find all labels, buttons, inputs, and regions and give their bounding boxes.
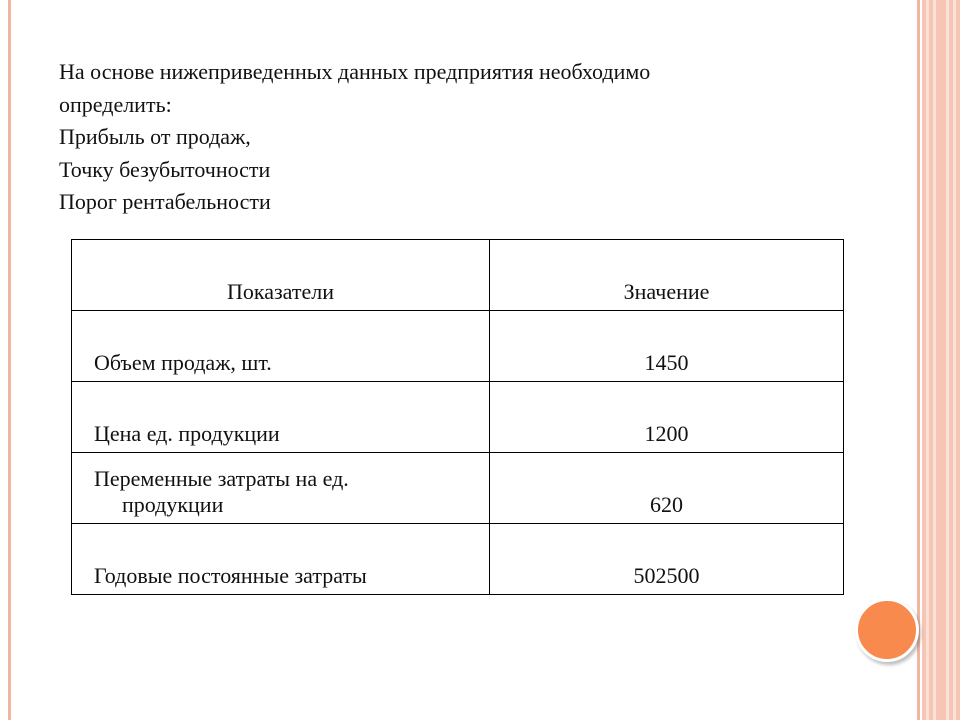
row-label-variable-costs-line2: продукции bbox=[122, 492, 224, 517]
column-header-value: Значение bbox=[490, 240, 844, 311]
row-label-sales-volume: Объем продаж, шт. bbox=[72, 311, 490, 382]
row-label-variable-costs bbox=[72, 453, 490, 524]
row-label-variable-costs-line1: Переменные затраты на ед. bbox=[94, 466, 349, 491]
side-stripe bbox=[946, 0, 949, 720]
intro-line: определить: bbox=[59, 91, 172, 117]
side-stripe bbox=[933, 0, 936, 720]
table-row bbox=[72, 453, 844, 524]
row-value-variable-costs: 620 bbox=[490, 453, 844, 524]
table-row bbox=[72, 382, 844, 453]
decorative-orange-circle bbox=[855, 598, 919, 662]
side-stripe bbox=[953, 0, 956, 720]
table-row bbox=[72, 524, 844, 595]
indicators-table bbox=[71, 239, 844, 595]
row-label-fixed-costs: Годовые постоянные затраты bbox=[72, 524, 490, 595]
task-item-profit: Прибыль от продаж, bbox=[59, 124, 251, 149]
row-label-unit-price: Цена ед. продукции bbox=[72, 382, 490, 453]
row-value-sales-volume: 1450 bbox=[490, 311, 844, 382]
side-stripe bbox=[926, 0, 929, 720]
row-value-unit-price: 1200 bbox=[490, 382, 844, 453]
task-description bbox=[59, 56, 819, 219]
column-header-indicators: Показатели bbox=[72, 240, 490, 311]
table-row bbox=[72, 311, 844, 382]
task-item-profitability-threshold: Порог рентабельности bbox=[59, 189, 271, 214]
row-value-fixed-costs: 502500 bbox=[490, 524, 844, 595]
intro-line: На основе нижеприведенных данных предприятия необходимо bbox=[59, 59, 651, 84]
task-item-break-even: Точку безубыточности bbox=[59, 156, 271, 182]
table-header-row bbox=[72, 240, 844, 311]
slide-frame-left bbox=[8, 0, 11, 720]
slide-frame-right bbox=[917, 0, 920, 720]
